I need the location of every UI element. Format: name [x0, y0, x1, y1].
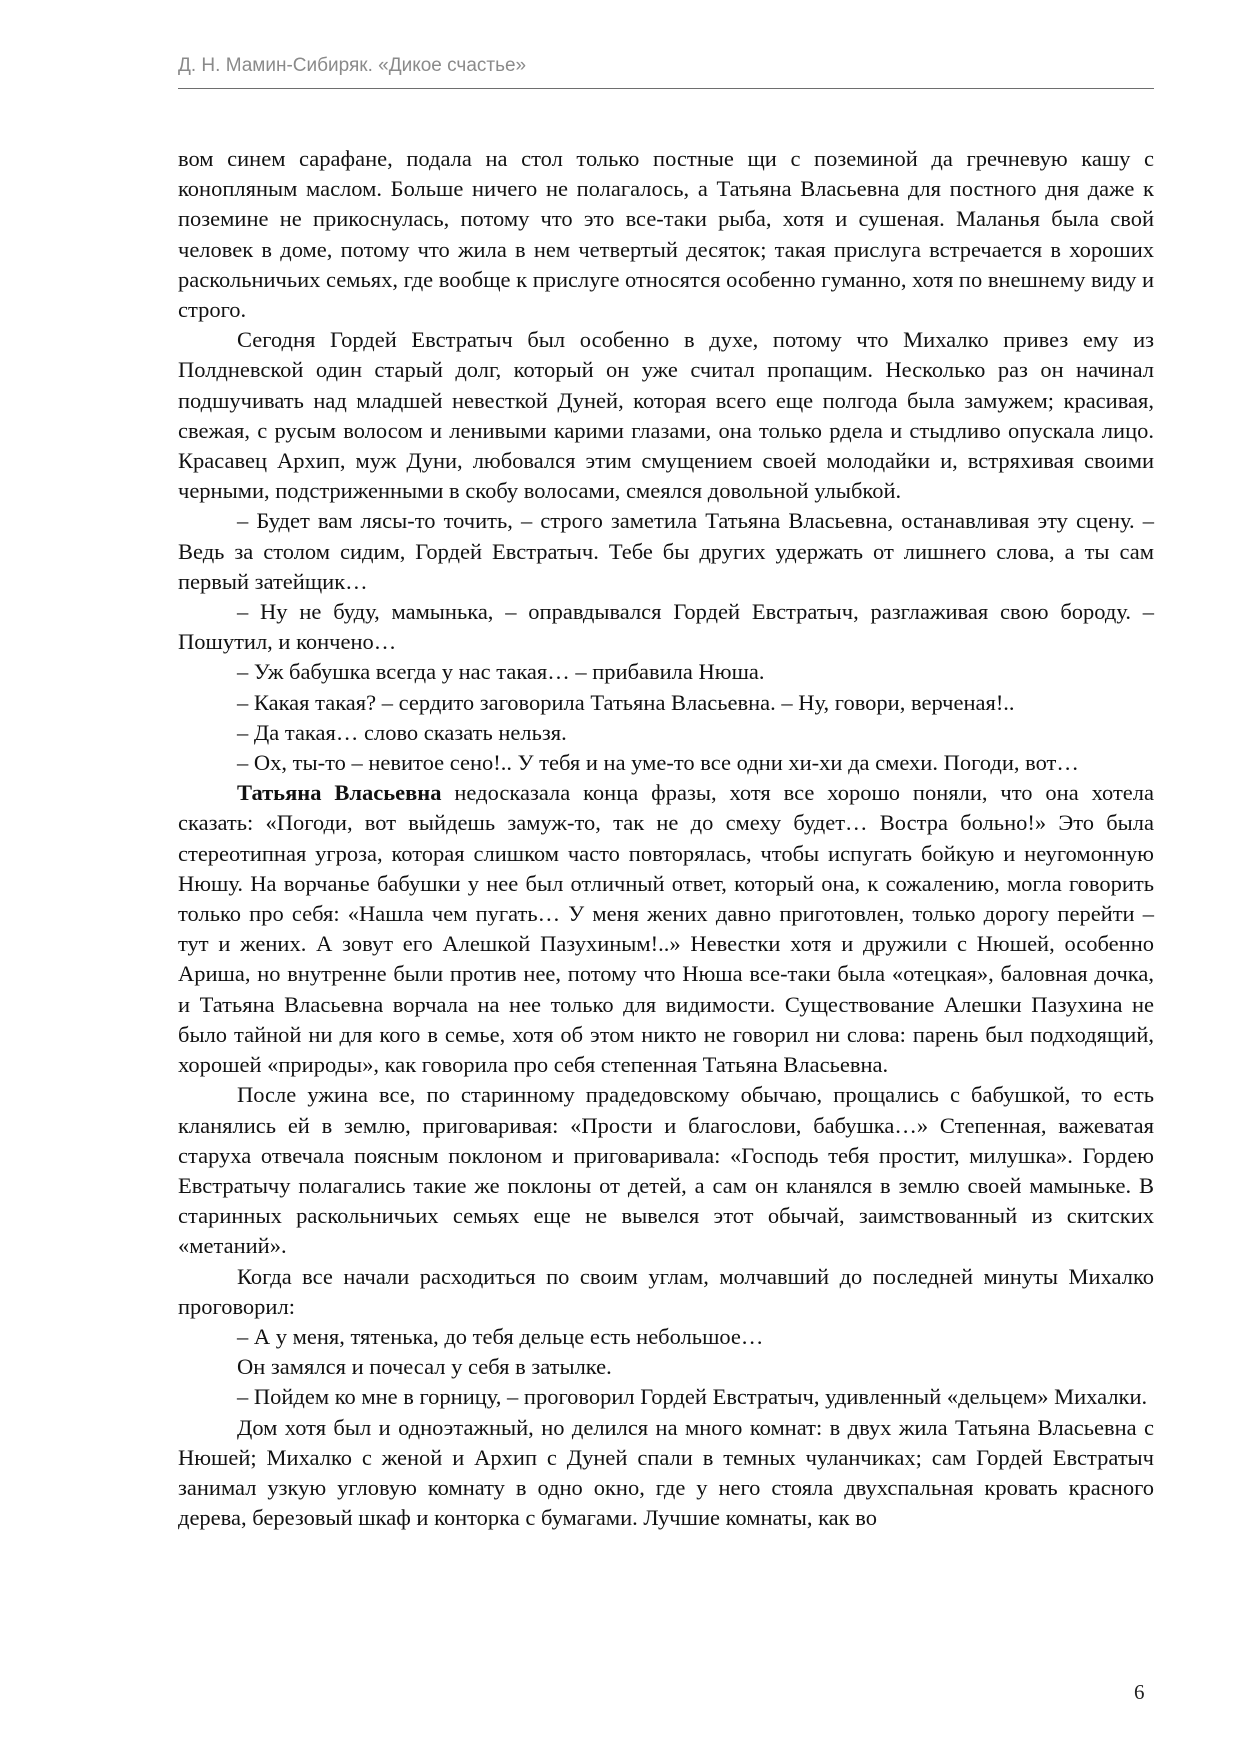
bold-name: Татьяна Власьевна [237, 780, 442, 806]
paragraph: – Ну не буду, мамынька, – оправдывался Гордей Евстратыч, разглаживая свою бороду. – Пошутил, и кончено… [178, 599, 1154, 655]
paragraph-text: недосказала конца фразы, хотя все хорошо поняли, что она хотела сказать: «Погоди, вот выйдешь замуж-то, так не до смеху будет… Востра больно!» Это была стереотипная угроза, которая слишком часто повторялась, чтобы испугать бойкую и неугомонную Нюшу. На ворчанье бабушки у нее был отличный ответ, который она, к сожалению, могла говорить только про себя: «Нашла чем пугать… У меня жених давно приготовлен, только дорогу перейти – тут и жених. А зовут его Алешкой Пазухиным!..» Невестки хотя и дружили с Нюшей, особенно Ариша, но внутренне были против нее, потому что Нюша все-таки была «отецкая», баловная дочка, и Татьяна Власьевна ворчала на нее только для видимости. Существование Алешки Пазухина не было тайной ни для кого в семье, хотя об этом никто не говорил ни слова: парень был подходящий, хорошей «природы», как говорила про себя степенная Татьяна Власьевна. [178, 780, 1154, 1078]
paragraph [178, 778, 1154, 1080]
paragraph: Он замялся и почесал у себя в затылке. [237, 1354, 612, 1380]
paragraph: – Уж бабушка всегда у нас такая… – прибавила Нюша. [237, 659, 765, 685]
paragraph: – А у меня, тятенька, до тебя дельце есть небольшое… [237, 1323, 764, 1349]
paragraph: Когда все начали расходиться по своим углам, молчавший до последней минуты Михалко проговорил: [178, 1263, 1154, 1319]
page-number: 6 [1134, 1680, 1145, 1704]
paragraph: – Да такая… слово сказать нельзя. [237, 719, 567, 745]
paragraph: – Будет вам лясы-то точить, – строго заметила Татьяна Власьевна, останавливая эту сцену. – Ведь за столом сидим, Гордей Евстратыч. Тебе бы других удержать от лишнего слова, а ты сам первый затейщик… [178, 508, 1154, 594]
running-header: Д. Н. Мамин-Сибиряк. «Дикое счастье» [178, 55, 527, 76]
paragraph: Сегодня Гордей Евстратыч был особенно в духе, потому что Михалко привез ему из Полдневской один старый долг, который он уже считал пропащим. Несколько раз он начинал подшучивать над младшей невесткой Дуней, которая всего еще полгода была замужем; красивая, свежая, с русым волосом и ленивыми карими глазами, она только рдела и стыдливо опускала лицо. Красавец Архип, муж Дуни, любовался этим смущением своей молодайки и, встряхивая своими черными, подстриженными в скобу волосами, смеялся довольной улыбкой. [178, 327, 1154, 504]
paragraph: – Ох, ты-то – невитое сено!.. У тебя и на уме-то все одни хи-хи да смехи. Погоди, вот… [237, 750, 1079, 776]
body-text [178, 144, 1154, 1533]
paragraph: – Пойдем ко мне в горницу, – проговорил Гордей Евстратыч, удивленный «дельцем» Михалки. [237, 1384, 1148, 1410]
paragraph: После ужина все, по старинному прадедовскому обычаю, прощались с бабушкой, то есть кланялись ей в землю, приговаривая: «Прости и благослови, бабушка…» Степенная, важеватая старуха отвечала поясным поклоном и приговаривала: «Господь тебя простит, милушка». Гордею Евстратычу полагались такие же поклоны от детей, а сам он кланялся в землю своей мамыньке. В старинных раскольничьих семьях еще не вывелся этот обычай, заимствованный из скитских «метаний». [178, 1082, 1154, 1259]
paragraph: – Какая такая? – сердито заговорила Татьяна Власьевна. – Ну, говори, верченая!.. [237, 689, 1015, 715]
paragraph: вом синем сарафане, подала на стол только постные щи с поземиной да гречневую кашу с конопляным маслом. Больше ничего не полагалось, а Татьяна Власьевна для постного дня даже к поземине не прикоснулась, потому что это все-таки рыба, хотя и сушеная. Маланья была свой человек в доме, потому что жила в нем четвертый десяток; такая прислуга встречается в хороших раскольничьих семьях, где вообще к прислуге относятся особенно гуманно, хотя по внешнему виду и строго. [178, 146, 1154, 323]
paragraph: Дом хотя был и одноэтажный, но делился на много комнат: в двух жила Татьяна Власьевна с Нюшей; Михалко с женой и Архип с Дуней спали в темных чуланчиках; сам Гордей Евстратыч занимал узкую угловую комнату в одно окно, где у него стояла двухспальная кровать красного дерева, березовый шкаф и конторка с бумагами. Лучшие комнаты, как во [178, 1414, 1154, 1531]
header-divider [178, 88, 1154, 89]
